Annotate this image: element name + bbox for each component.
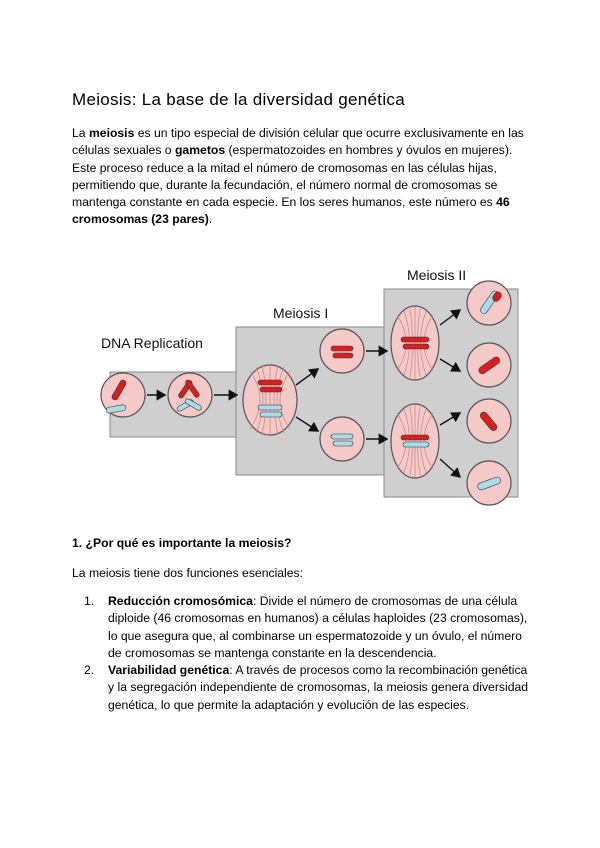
gamete-1 — [467, 281, 511, 325]
list-item — [84, 662, 536, 714]
gamete-2 — [467, 343, 511, 387]
page-title: Meiosis: La base de la diversidad genética — [72, 90, 405, 109]
section-heading-importancia: 1. ¿Por qué es importante la meiosis? — [72, 536, 292, 550]
cell-meiosis1-daughter-top — [320, 329, 364, 373]
cell-meiosis1-daughter-bottom — [320, 417, 364, 461]
gamete-4 — [467, 461, 511, 505]
list-number: 2. — [84, 663, 95, 678]
cell-replicated — [168, 373, 212, 417]
list-term: Variabilidad genética — [108, 663, 230, 678]
label-meiosis-1: Meiosis I — [273, 305, 329, 321]
list-item-body: Reducción cromosómica: Divide el número de cromosomas de una célula diploide (46 cromosomas en humanos) a células haploides (23 cromosomas), lo que asegura que, al combinarse un espermatozoide y un óvulo, el número de cromosomas se mantenga constante en la descendencia. — [108, 594, 528, 660]
term-46-cromosomas: 46 cromosomas (23 pares) — [72, 195, 510, 227]
cell-original — [101, 373, 145, 417]
cell-meiosis2-metaphase-bottom — [391, 404, 439, 478]
cell-meiosis2-metaphase-top — [391, 306, 439, 380]
list-number: 1. — [84, 594, 95, 608]
section-intro: La meiosis tiene dos funciones esenciales: — [72, 566, 304, 580]
term-meiosis: meiosis — [88, 126, 135, 140]
functions-list — [84, 593, 536, 714]
list-term: Reducción cromosómica — [108, 594, 253, 608]
gamete-3 — [467, 399, 511, 443]
label-meiosis-2: Meiosis II — [407, 267, 467, 283]
intro-paragraph: La meiosis es un tipo especial de división celular que ocurre exclusivamente en las células sexuales o gametos (espermatozoides en hombres y óvulos en mujeres). Este proceso reduce a la mitad el número de cromosomas en las células hijas, permitiendo que, durante la fecundación, el número normal de cromosomas se mantenga constante en cada especie. En los seres humanos, este número es 46 cromosomas (23 pares). — [72, 126, 524, 227]
cell-meiosis1-metaphase — [243, 365, 297, 435]
meiosis-diagram — [0, 255, 600, 515]
term-gametos: gametos — [174, 143, 226, 158]
list-item-body: Variabilidad genética: A través de procesos como la recombinación genética y la segregación independiente de cromosomas, la meiosis genera diversidad genética, lo que permite la adaptación y evolución de las especies. — [108, 663, 529, 712]
list-item — [84, 593, 536, 662]
label-dna-replication: DNA Replication — [101, 335, 203, 351]
